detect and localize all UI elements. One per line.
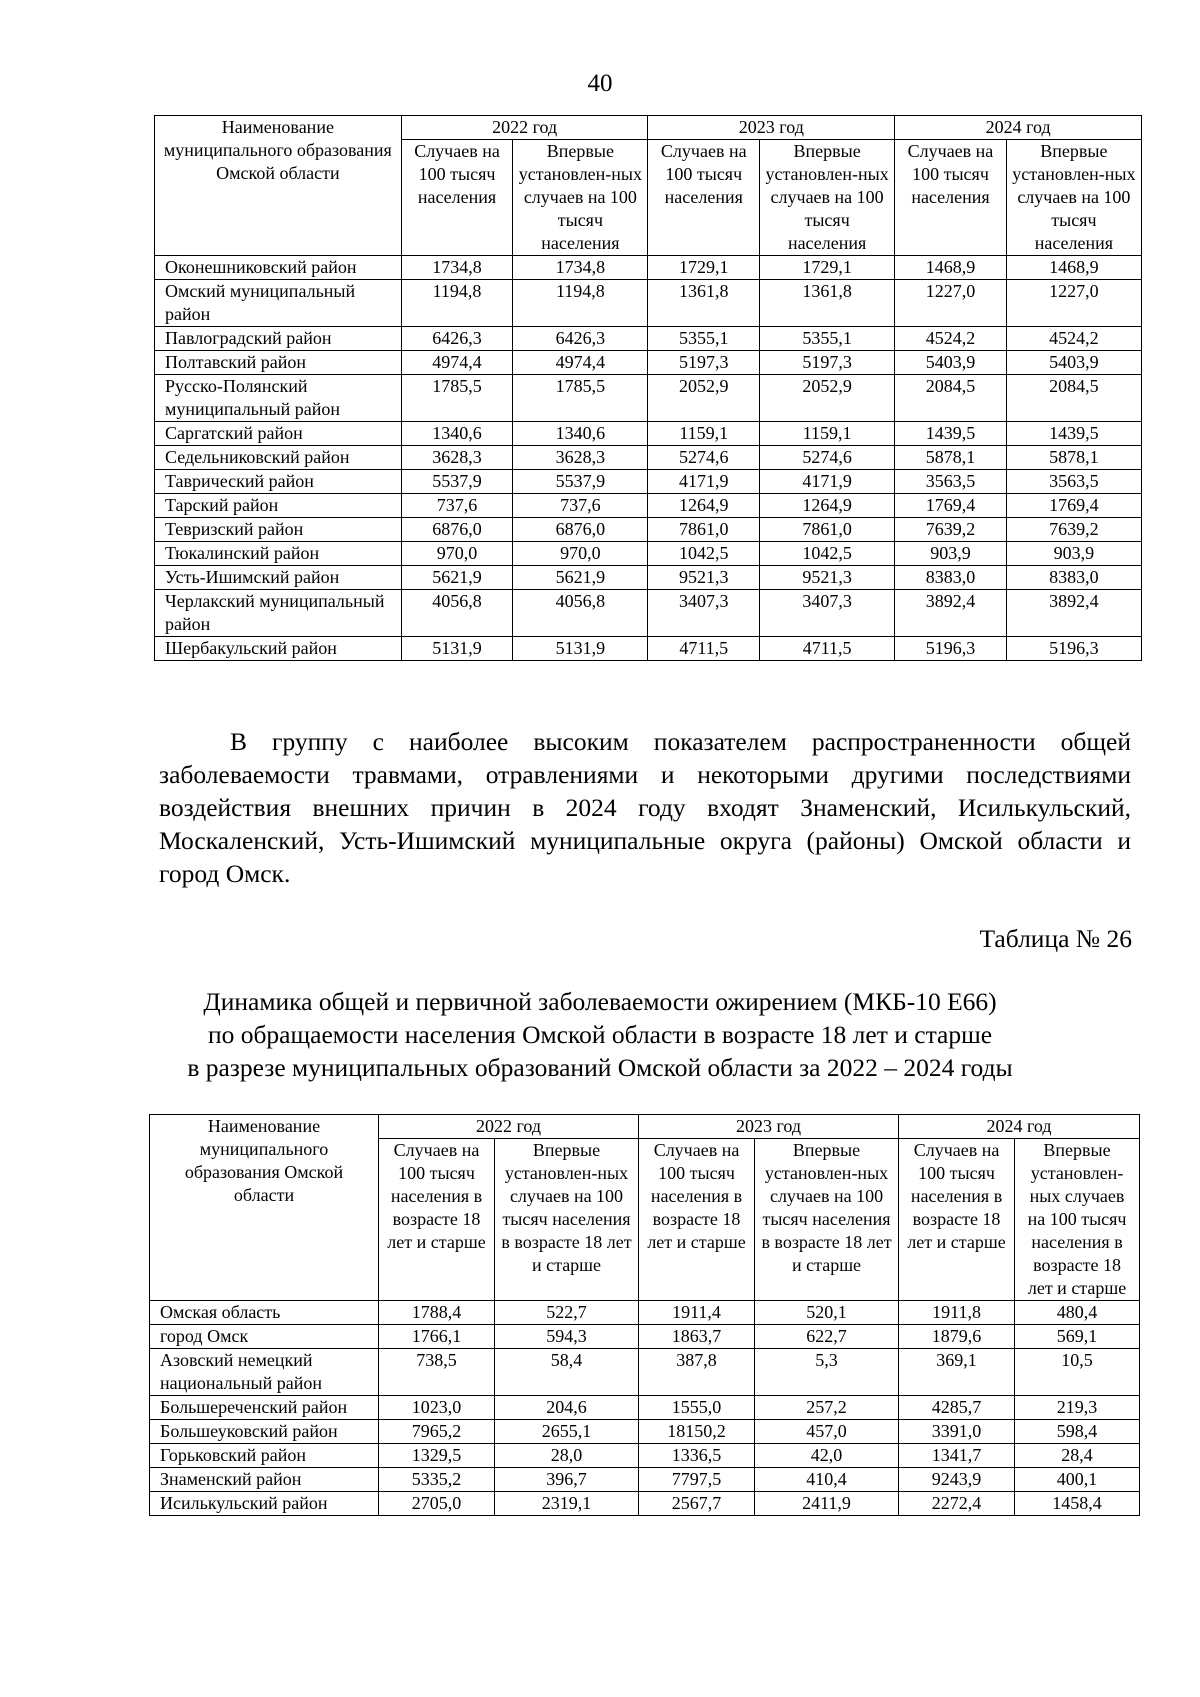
row-value: 5355,1 (760, 327, 895, 351)
row-value: 622,7 (755, 1325, 899, 1349)
row-value: 903,9 (895, 542, 1007, 566)
row-value: 1734,8 (513, 256, 648, 280)
table-row (155, 542, 1142, 566)
table-row (155, 470, 1142, 494)
row-value: 4974,4 (513, 351, 648, 375)
header-cases: Случаев на 100 тысяч населения (895, 140, 1007, 256)
row-value: 3628,3 (513, 446, 648, 470)
table-row (155, 256, 1142, 280)
table-title-line: в разрезе муниципальных образований Омской области за 2022 – 2024 годы (187, 1053, 1013, 1082)
row-municipality-name: Омская область (150, 1301, 379, 1325)
row-value: 6876,0 (401, 518, 513, 542)
header-year: 2023 год (639, 1115, 899, 1139)
row-value: 5197,3 (760, 351, 895, 375)
table-row (150, 1420, 1140, 1444)
row-value: 5,3 (755, 1349, 899, 1396)
row-value: 2705,0 (379, 1492, 495, 1516)
row-value: 28,4 (1015, 1444, 1140, 1468)
row-value: 204,6 (495, 1396, 639, 1420)
table-row (155, 375, 1142, 422)
row-value: 1264,9 (648, 494, 760, 518)
row-value: 1341,7 (899, 1444, 1015, 1468)
row-value: 522,7 (495, 1301, 639, 1325)
row-value: 400,1 (1015, 1468, 1140, 1492)
row-municipality-name: Горьковский район (150, 1444, 379, 1468)
table-row (150, 1396, 1140, 1420)
table-row (155, 327, 1142, 351)
row-value: 4711,5 (760, 637, 895, 661)
header-new-cases: Впервые установлен-ных случаев на 100 тысяч населения в возрасте 18 лет и старше (495, 1139, 639, 1301)
row-value: 1340,6 (513, 422, 648, 446)
row-value: 1159,1 (648, 422, 760, 446)
header-year: 2024 год (895, 116, 1142, 140)
row-municipality-name: Тевризский район (155, 518, 402, 542)
row-value: 369,1 (899, 1349, 1015, 1396)
row-value: 1361,8 (760, 280, 895, 327)
row-value: 1159,1 (760, 422, 895, 446)
row-municipality-name: Знаменский район (150, 1468, 379, 1492)
row-value: 1194,8 (401, 280, 513, 327)
row-municipality-name: Павлоградский район (155, 327, 402, 351)
row-value: 9521,3 (648, 566, 760, 590)
row-value: 1336,5 (639, 1444, 755, 1468)
row-value: 410,4 (755, 1468, 899, 1492)
row-value: 970,0 (513, 542, 648, 566)
header-year: 2024 год (899, 1115, 1140, 1139)
header-cases: Случаев на 100 тысяч населения в возрасте 18 лет и старше (379, 1139, 495, 1301)
row-value: 4524,2 (895, 327, 1007, 351)
row-value: 738,5 (379, 1349, 495, 1396)
row-value: 1734,8 (401, 256, 513, 280)
header-new-cases: Впервые установлен-ных случаев на 100 тысяч населения (1006, 140, 1141, 256)
row-value: 2272,4 (899, 1492, 1015, 1516)
row-value: 1555,0 (639, 1396, 755, 1420)
row-value: 480,4 (1015, 1301, 1140, 1325)
row-value: 1439,5 (1006, 422, 1141, 446)
row-value: 569,1 (1015, 1325, 1140, 1349)
header-cases: Случаев на 100 тысяч населения (648, 140, 760, 256)
row-value: 1340,6 (401, 422, 513, 446)
row-value: 1769,4 (1006, 494, 1141, 518)
row-municipality-name: Большереченский район (150, 1396, 379, 1420)
row-value: 3407,3 (648, 590, 760, 637)
header-year: 2022 год (401, 116, 648, 140)
row-value: 1023,0 (379, 1396, 495, 1420)
row-municipality-name: Седельниковский район (155, 446, 402, 470)
row-municipality-name: Исилькульский район (150, 1492, 379, 1516)
row-value: 1911,8 (899, 1301, 1015, 1325)
row-value: 9243,9 (899, 1468, 1015, 1492)
table-title (0, 985, 1200, 1084)
header-year: 2023 год (648, 116, 895, 140)
row-municipality-name: Таврический район (155, 470, 402, 494)
row-value: 2567,7 (639, 1492, 755, 1516)
header-year: 2022 год (379, 1115, 639, 1139)
table-row (155, 518, 1142, 542)
row-value: 1788,4 (379, 1301, 495, 1325)
row-value: 2052,9 (760, 375, 895, 422)
row-value: 1227,0 (1006, 280, 1141, 327)
row-value: 520,1 (755, 1301, 899, 1325)
row-value: 4285,7 (899, 1396, 1015, 1420)
row-value: 5196,3 (1006, 637, 1141, 661)
header-new-cases: Впервые установлен-ных случаев на 100 тысяч населения (760, 140, 895, 256)
row-value: 42,0 (755, 1444, 899, 1468)
table-row (155, 351, 1142, 375)
header-new-cases: Впервые установлен-ных случаев на 100 тысяч населения в возрасте 18 лет и старше (755, 1139, 899, 1301)
row-value: 4974,4 (401, 351, 513, 375)
row-value: 1439,5 (895, 422, 1007, 446)
row-value: 5537,9 (401, 470, 513, 494)
row-value: 3563,5 (1006, 470, 1141, 494)
row-value: 9521,3 (760, 566, 895, 590)
row-value: 4171,9 (760, 470, 895, 494)
table-caption: Таблица № 26 (979, 924, 1132, 953)
table-row (150, 1301, 1140, 1325)
row-value: 5403,9 (895, 351, 1007, 375)
row-value: 4056,8 (401, 590, 513, 637)
row-value: 7861,0 (648, 518, 760, 542)
body-paragraph: В группу с наиболее высоким показателем распространенности общей заболеваемости травмами, отравлениями и некоторыми другими последствиями воздействия внешних причин в 2024 году входят Знаменский, Исилькульский, Москаленский, Усть-Ишимский муниципальные округа (районы) Омской области и город Омск. (159, 727, 1131, 888)
row-value: 903,9 (1006, 542, 1141, 566)
row-value: 5196,3 (895, 637, 1007, 661)
row-municipality-name: Саргатский район (155, 422, 402, 446)
row-value: 6876,0 (513, 518, 648, 542)
row-value: 5621,9 (513, 566, 648, 590)
row-municipality-name: Усть-Ишимский район (155, 566, 402, 590)
table-row (155, 566, 1142, 590)
row-municipality-name: Полтавский район (155, 351, 402, 375)
row-value: 396,7 (495, 1468, 639, 1492)
row-value: 737,6 (513, 494, 648, 518)
row-value: 2319,1 (495, 1492, 639, 1516)
row-value: 2084,5 (895, 375, 1007, 422)
row-municipality-name: Шербакульский район (155, 637, 402, 661)
row-value: 970,0 (401, 542, 513, 566)
row-value: 6426,3 (513, 327, 648, 351)
row-value: 18150,2 (639, 1420, 755, 1444)
row-value: 3892,4 (1006, 590, 1141, 637)
row-municipality-name: Омский муниципальный район (155, 280, 402, 327)
header-cases: Случаев на 100 тысяч населения в возрасте 18 лет и старше (639, 1139, 755, 1301)
row-value: 3407,3 (760, 590, 895, 637)
row-value: 4171,9 (648, 470, 760, 494)
row-value: 58,4 (495, 1349, 639, 1396)
header-cases: Случаев на 100 тысяч населения (401, 140, 513, 256)
row-value: 2084,5 (1006, 375, 1141, 422)
header-new-cases: Впервые установлен-ных случаев на 100 тысяч населения в возрасте 18 лет и старше (1015, 1139, 1140, 1301)
row-value: 1769,4 (895, 494, 1007, 518)
row-municipality-name: Черлакский муниципальный район (155, 590, 402, 637)
row-value: 1468,9 (895, 256, 1007, 280)
row-value: 1264,9 (760, 494, 895, 518)
row-value: 1042,5 (648, 542, 760, 566)
row-value: 1766,1 (379, 1325, 495, 1349)
table-row (150, 1444, 1140, 1468)
header-municipality: Наименование муниципального образования Омской области (155, 116, 402, 256)
row-municipality-name: Русско-Полянский муниципальный район (155, 375, 402, 422)
row-value: 2411,9 (755, 1492, 899, 1516)
row-value: 7797,5 (639, 1468, 755, 1492)
row-value: 4524,2 (1006, 327, 1141, 351)
row-value: 5621,9 (401, 566, 513, 590)
row-value: 1329,5 (379, 1444, 495, 1468)
row-municipality-name: Азовский немецкий национальный район (150, 1349, 379, 1396)
row-value: 3391,0 (899, 1420, 1015, 1444)
row-value: 5197,3 (648, 351, 760, 375)
header-new-cases: Впервые установлен-ных случаев на 100 тысяч населения (513, 140, 648, 256)
row-municipality-name: Оконешниковский район (155, 256, 402, 280)
table-row (155, 590, 1142, 637)
row-value: 6426,3 (401, 327, 513, 351)
row-municipality-name: Тарский район (155, 494, 402, 518)
row-value: 28,0 (495, 1444, 639, 1468)
row-value: 7965,2 (379, 1420, 495, 1444)
table-row (155, 637, 1142, 661)
row-value: 7639,2 (895, 518, 1007, 542)
row-value: 2655,1 (495, 1420, 639, 1444)
row-value: 3892,4 (895, 590, 1007, 637)
row-value: 4711,5 (648, 637, 760, 661)
row-municipality-name: Тюкалинский район (155, 542, 402, 566)
row-value: 457,0 (755, 1420, 899, 1444)
morbidity-table-1 (154, 115, 1142, 661)
row-value: 1785,5 (401, 375, 513, 422)
row-value: 1729,1 (760, 256, 895, 280)
row-value: 1911,4 (639, 1301, 755, 1325)
row-value: 5335,2 (379, 1468, 495, 1492)
table-row (150, 1468, 1140, 1492)
row-value: 5355,1 (648, 327, 760, 351)
row-value: 5537,9 (513, 470, 648, 494)
page-number: 40 (587, 70, 613, 97)
row-municipality-name: город Омск (150, 1325, 379, 1349)
row-value: 3628,3 (401, 446, 513, 470)
row-value: 3563,5 (895, 470, 1007, 494)
header-municipality: Наименование муниципального образования Омской области (150, 1115, 379, 1301)
row-value: 1227,0 (895, 280, 1007, 327)
row-value: 1194,8 (513, 280, 648, 327)
row-value: 5131,9 (513, 637, 648, 661)
row-value: 8383,0 (895, 566, 1007, 590)
row-value: 7861,0 (760, 518, 895, 542)
table-row (150, 1349, 1140, 1396)
header-cases: Случаев на 100 тысяч населения в возрасте 18 лет и старше (899, 1139, 1015, 1301)
row-value: 219,3 (1015, 1396, 1140, 1420)
row-value: 1785,5 (513, 375, 648, 422)
obesity-table (149, 1114, 1140, 1516)
row-value: 1042,5 (760, 542, 895, 566)
row-value: 257,2 (755, 1396, 899, 1420)
row-value: 10,5 (1015, 1349, 1140, 1396)
table-row (155, 446, 1142, 470)
row-value: 2052,9 (648, 375, 760, 422)
row-value: 5131,9 (401, 637, 513, 661)
row-value: 5878,1 (1006, 446, 1141, 470)
row-value: 8383,0 (1006, 566, 1141, 590)
row-value: 1361,8 (648, 280, 760, 327)
table-row (155, 280, 1142, 327)
row-value: 1468,9 (1006, 256, 1141, 280)
table-row (150, 1492, 1140, 1516)
row-value: 5878,1 (895, 446, 1007, 470)
row-value: 598,4 (1015, 1420, 1140, 1444)
row-value: 7639,2 (1006, 518, 1141, 542)
row-municipality-name: Большеуковский район (150, 1420, 379, 1444)
row-value: 5403,9 (1006, 351, 1141, 375)
table-row (150, 1325, 1140, 1349)
row-value: 387,8 (639, 1349, 755, 1396)
row-value: 5274,6 (648, 446, 760, 470)
table-row (155, 494, 1142, 518)
row-value: 1879,6 (899, 1325, 1015, 1349)
row-value: 594,3 (495, 1325, 639, 1349)
row-value: 1458,4 (1015, 1492, 1140, 1516)
row-value: 1863,7 (639, 1325, 755, 1349)
row-value: 1729,1 (648, 256, 760, 280)
row-value: 5274,6 (760, 446, 895, 470)
table-title-line: Динамика общей и первичной заболеваемости ожирением (МКБ-10 Е66) (203, 987, 997, 1016)
table-row (155, 422, 1142, 446)
row-value: 4056,8 (513, 590, 648, 637)
row-value: 737,6 (401, 494, 513, 518)
table-title-line: по обращаемости населения Омской области в возрасте 18 лет и старше (207, 1020, 993, 1049)
